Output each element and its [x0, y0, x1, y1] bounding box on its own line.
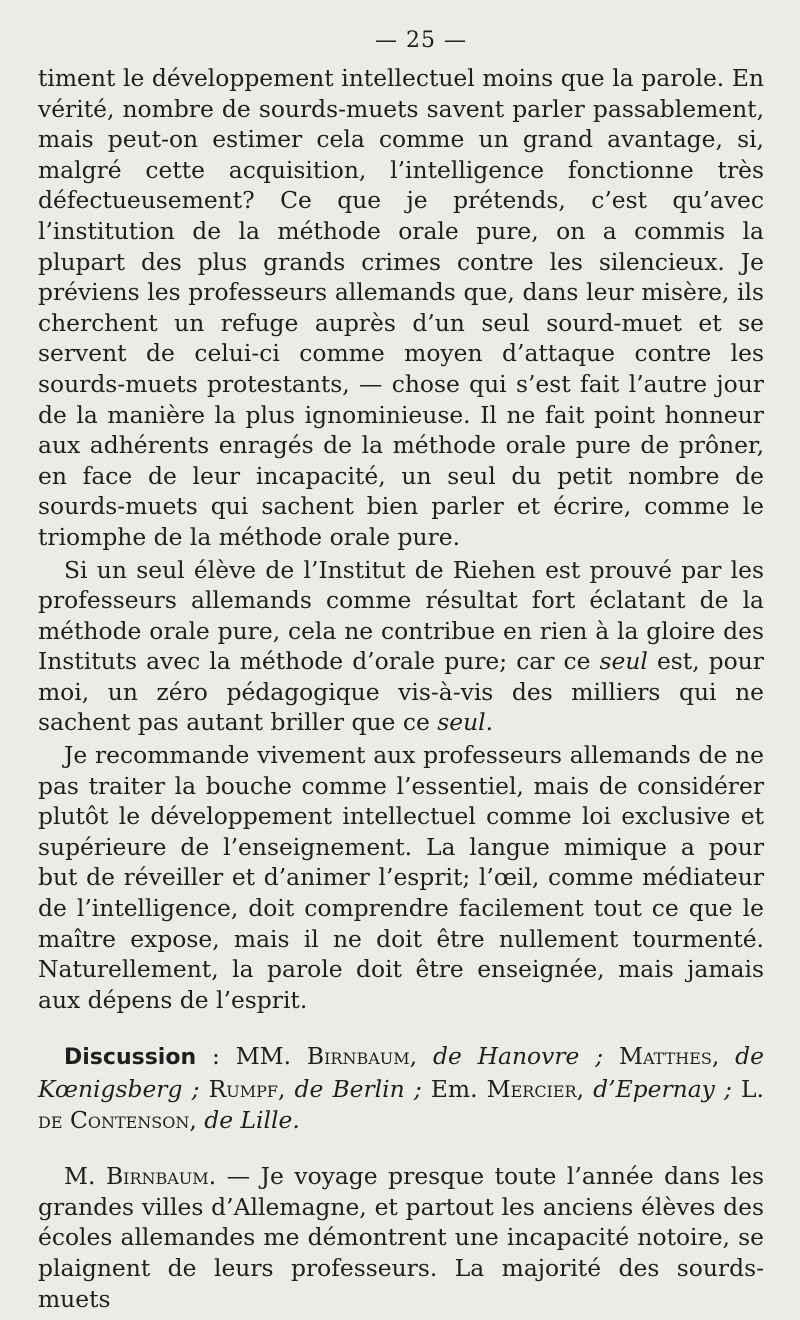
participant-place-2: de Kœnigsberg ; — [38, 1042, 764, 1103]
discussion-separator: : — [196, 1042, 236, 1071]
discussion-heading: Discussion — [64, 1045, 197, 1071]
paragraph-2-text-b: est, pour moi, un zéro pédagogique vis-à-vis des milliers qui ne sachent pas autant briller que ce — [38, 647, 764, 737]
speaker-prefix: M. — [64, 1162, 106, 1191]
participant-name-5: de Contenson — [38, 1105, 190, 1134]
paragraph-birnbaum — [38, 1161, 764, 1314]
participant-name-1: Birnbaum — [306, 1042, 410, 1071]
paragraph-2 — [38, 555, 764, 739]
speaker-name: Birnbaum — [105, 1162, 209, 1191]
page-number: — 25 — — [375, 28, 467, 53]
discussion-participants: Discussion : MM. Birnbaum, de Hanovre ; Matthes, de Kœnigsberg ; Rumpf, de Berlin ; Em. Mercier, d’Epernay ; L. de Contenson, de Lille. — [38, 1042, 764, 1134]
paragraph-1: timent le développement intellectuel moins que la parole. En vérité, nombre de sourds-muets savent parler passablement, mais peut-on estimer cela comme un grand avantage, si, malgré cette acquisition, l’intelligence fonctionne très défectueusement? Ce que je prétends, c’est qu’avec l’institution de la méthode orale pure, on a commis la plupart des plus grands crimes contre les silencieux. Je préviens les professeurs allemands que, dans leur misère, ils cherchent un refuge auprès d’un seul sourd-muet et se servent de celui-ci comme moyen d’attaque contre les sourds-muets protestants, — chose qui s’est fait l’autre jour de la manière la plus ignominieuse. Il ne fait point honneur aux adhérents enragés de la méthode orale pure de prôner, en face de leur incapacité, un seul du petit nombre de sourds-muets qui sachent bien parler et écrire, comme le triomphe de la méthode orale pure. — [38, 64, 764, 551]
participant-place-4: d’Epernay ; — [593, 1075, 732, 1103]
participant-place-5: de Lille. — [204, 1105, 300, 1134]
participant-name-4: Mercier — [486, 1075, 577, 1103]
participant-name-3: Rumpf — [208, 1075, 278, 1103]
emphasis-seul-1: seul — [599, 647, 648, 676]
paragraph-2-text-a: Si un seul élève de l’Institut de Riehen est prouvé par les professeurs allemands comme résultat fort éclatant de la méthode orale pure, cela ne contribue en rien à la gloire des Instituts avec la méthode d’orale pure; car ce — [38, 555, 764, 676]
emphasis-seul-2: seul. — [437, 708, 494, 737]
paragraph-3: Je recommande vivement aux professeurs allemands de ne pas traiter la bouche comme l’essentiel, mais de considérer plutôt le développement intellectuel comme loi exclusive et supérieure de l’enseignement. La langue mimique a pour but de réveiller et d’animer l’esprit; l’œil, comme médiateur de l’intelligence, doit comprendre facilement tout ce que le maître expose, mais il ne doit être nullement tourmenté. Naturellement, la parole doit être enseignée, mais jamais aux dépens de l’esprit. — [38, 741, 764, 1014]
participant-place-3: de Berlin ; — [294, 1075, 422, 1103]
participant-prefix-5: L. — [741, 1075, 764, 1103]
speaker-text: . — Je voyage presque toute l’année dans les grandes villes d’Allemagne, et partout les anciens élèves des écoles allemandes me démontrent une incapacité notoire, se plaignent de leurs professeurs. La majorité des sourds-muets — [38, 1162, 764, 1313]
participant-place-1: de Hanovre ; — [432, 1042, 604, 1071]
participant-prefix-4: Em. — [430, 1075, 487, 1103]
mm-prefix: MM. — [235, 1042, 307, 1071]
participant-name-2: Matthes — [619, 1042, 712, 1071]
